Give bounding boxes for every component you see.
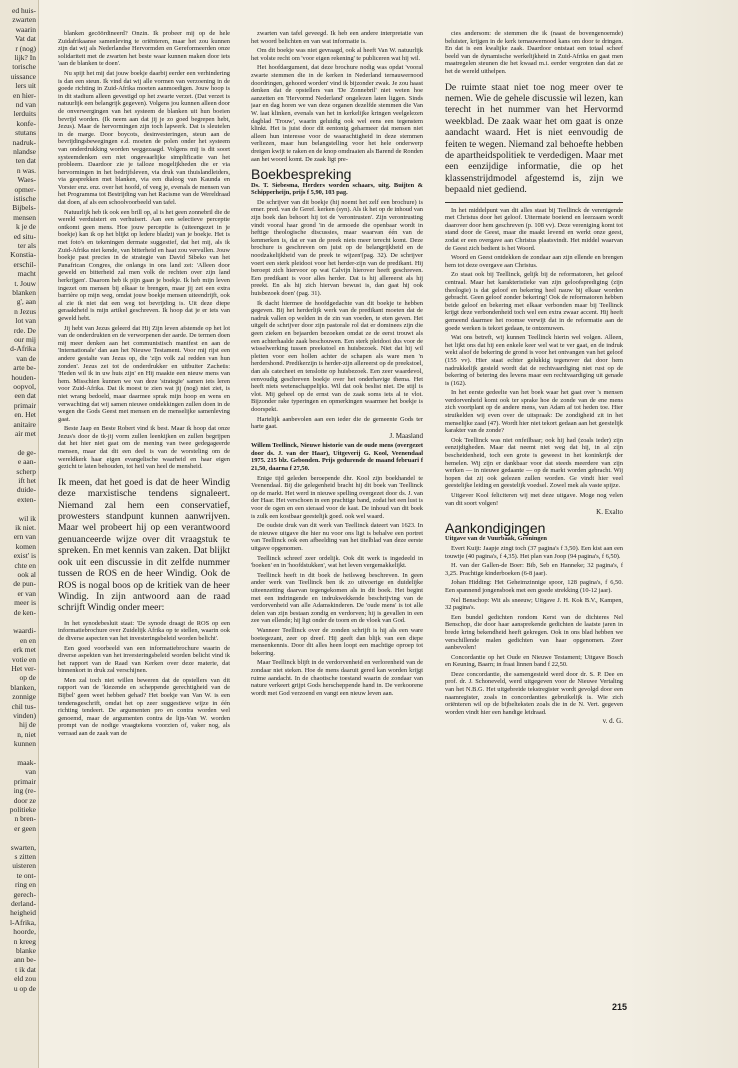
divider: [445, 202, 623, 203]
review-paragraph: Wanneer Teellinck over de zonden schrijft is hij als een ware boetegezant, zeer op dreef. Hij geeft dan blijk van een diepe mensenkennis. Door dit alles heen loopt een machtige oproep tot bekering.: [251, 626, 423, 657]
editorial-statement: De ruimte staat niet toe nog meer over te nemen. Wie de gehele discussie wil lezen, kan terecht in het nummer van het Hervormd weekblad. De zaak waar het om gaat is onze aandacht waard. Het is niet eenvoudig de feiten te wegen. Niemand zal behoefte hebben de apartheidspolitiek te verdedigen. Maar met een eenzijdige informatie, die op het klassenstrijdmodel afgestemd is, zijn we bepaald niet gediend.: [445, 81, 623, 196]
previous-page-fragment: konfe-: [16, 118, 36, 128]
paragraph: blanken gecöördineerd? Onzin. Ik probeer mij op de hele Zuidafrikaanse samenleving te oriënteren, maar het zou kunnen zijn dat wij als Nederlandse Hervormden en Gereformeerden onze solidariteit met de zwarten het beste waar kunnen maken door iets 'aan de blanken te doen'.: [58, 30, 230, 68]
previous-page-fragment: d-Afrika: [10, 344, 36, 354]
previous-page-fragment: blanken,: [10, 682, 36, 692]
previous-page-fragment: de ken-: [13, 607, 36, 617]
review-paragraph: In het eerste gedeelte van het boek waar het gaat over 's mensen verdorvenheid komt ook ter sprake hoe de zonde van de ene mens zich voortplant op de andere mens, van Adam af tot heden toe. Hier struikelden wij even over de uitspraak: De zondigheid zit in het menselijke zaad (47). Wordt hier niet tekort gedaan aan het geestelijk karakter van de zonde?: [445, 389, 623, 435]
paragraph: Nu spijt het mij dat jouw boekje daarbij eerder een verhindering is dan een steun. Ik vind dat wij alle vormen van verzoening in de goede richting in Zuid-Afrika moeten aanmoedigen. Jouw hoop is in dit stadium alleen gevestigd op het zwarte verzet. (Dat verzet is natuurlijk een belangrijk gegeven). Volgens jou kunnen alleen door de onverwergingen van het systeem de blanken uit hun boeien bevrijd worden. (Ik neem aan dat jij je zo goed begrepen hebt, Jezus). Maar de hervormingen zijn toch lapwerk. Dat is sleutelen in de marge. Door boycots, desinvesteringen, steun aan de bevrijdingsbewegingen e.d. moeten de polen onder het systeem van onderdrukking worden weggezaagd. Volgens mij is dit soort systeemdenken een niet ongevaarlijke simplificatie van het probleem. Daardoor zie je talloze mogelijkheden die er via hervormingen in het bedrijfsleven, via druk van thuislandleiders, via gesprekken met blanken, via een dialoog van Kaunda en Vorster enz. enz. over het hoofd, of veeg je, evenals de mensen van het Programma tot Bestrijding van het Racisme van de Wereldraad dat doen, af als een schoolvoorbeeld van tafel.: [58, 69, 230, 207]
previous-page-edge: [0, 0, 39, 1068]
previous-page-fragment: Het ver-: [11, 664, 36, 673]
review-paragraph: Zo staat ook bij Teellinck, gelijk bij de reformatoren, het geloof centraal. Maar het karakteristieke van zijn geloofsprediging (zijn theologie) is dat geloof en bekering heel nauw bij elkaar worden gebracht. Geen geloof zonder bekering! Ook de reformatoren hebben beide geloof en bekering met elkaar verbonden maar bij Teellinck krijgt deze verbondenheid toch wel een extra zwaar accent. Hij heeft gemeend daarmee het roomse verwijt dat in de reformatie aan de goede werken is tekort gedaan, te ontzenuwen.: [445, 271, 623, 332]
previous-page-fragment: Waes-: [17, 175, 36, 185]
previous-page-fragment: maak-: [17, 758, 36, 767]
announcement-item: Nel Benschop: Wit als sneeuw; Uitgave J. H. Kok B.V., Kampen, 32 pagina's.: [445, 596, 623, 612]
previous-page-fragment: n bren-: [14, 814, 36, 824]
previous-page-fragment: r (nog): [15, 43, 36, 53]
previous-page-fragment: swarten,: [10, 842, 36, 852]
announcement-item: Deze concordantie, die samengesteld werd door dr. S. P. Dee en prof. dr. J. Schoneveld, werd uitgegeven voor de Nieuwe Vertaling van het N.B.G. Het uitgebreide tekstregister wordt gevolgd door een naamregister, zoals in concordanties gebruikelijk is. Wie zich oriënteren wil op de bijbelteksten zoals die in de N. Vert. gegeven worden vindt hier een handige leidraad.: [445, 670, 623, 716]
previous-page-fragment: kunnen: [13, 739, 36, 749]
previous-page-fragment: Konstia-: [10, 250, 36, 260]
paragraph: Beste Jaap en Beste Robert vind ik best. Maar ik hoop dat onze Jezus's door de tk-jij vorm zullen leenkijken en zullen begrijpen dat het hier niet gaat om de mening van twee gedegageerde mensen, maar dat dit een deel is van de worsteling om de wereldkerk haar eigen evangelische waarheid en haar eigen gezicht te laten behouden, tot heil van heel de mensheid.: [58, 425, 230, 471]
announcement-signature: v. d. G.: [602, 717, 623, 726]
review-paragraph: Ik dacht hiermee de hoofdgedachte van dit boekje te hebben gegeven. Bij het herderlijk werk van de predikant moeten dat de nadruk vallen op welden in de zin van voeden, te eten geven. Het uitgelt de schrijver door zijn pastorale rol dat er dominees zijn die geen zieken en bejaarden bezoeken omdat ze de eerst trouwt als een achterhaalde zaak beschouwen. Een sterk pleidooi dus voor de wisselwerking tussen preekstoel en huisbezoek. Niet dat hij wil pleiten voor een hollen achter de schapen als ware men 'n herdershond. Predikerzijn is herder-zijn allereerst op de preekstoel, dan als catecheet en tenslotte op huisbezoek. Een zeer waardevol, eenvoudig geschreven boekje over het onderhavige thema. Het heeft niets wetenschappelijks. Wil dat ook beslist niet. De stijl is vlot. Mij geheel op de ernst van de zaak soms iets al te vlot. Bijzonder rake typeringen en opmerkingen waarmee het boekje is doorspekt.: [251, 299, 423, 413]
previous-page-fragment: ring en: [14, 880, 36, 890]
previous-page-fragment: lerduits: [13, 109, 36, 119]
previous-page-fragment: houden-: [11, 372, 36, 382]
review-paragraph: De oudste druk van dit werk van Teellinck dateert van 1623. In de nieuwe uitgave die hier nu voor ons ligt is behalve een portret van Teellinck ook een afbeelding van het titelblad van deze eerste uitgave opgenomen.: [251, 522, 423, 552]
previous-page-fragment: gerech-: [13, 889, 36, 899]
previous-page-fragment: scherp: [16, 466, 36, 476]
paragraph: Jij hebt van Jezus geleerd dat Hij Zijn leven afstemde op het lot van de onderdrukten en de verworpenen der aarde. De termen doen mij meer denken aan het communistisch manifest en aan de 'Internationale' dan aan het Nieuwe Testament. Voor mij rijst een andere gestalte van Jezus op, die 'zijn volk zal redden van hun zonden'. Jezus zei tot de onderdrukker en uitbuiter Zacheüs: 'Heden wil ik in uw huis zijn' en Hij maakte een nieuw mens van hem. Misschien kunnen we van deze 'strategie' samen iets leren voor Zuid-Afrika. Dat ik moest te zien wat jij (nog) niet ziet, is niet wrang bedoeld, maar daarmee sprak mijn hoop en wens en verwachting dat wij samen nieuwe ontdekkingen zullen doen in de wegen die Gods Geest met mensen en de menselijke samenleving gaat.: [58, 324, 230, 423]
page-shadow: [628, 0, 738, 1068]
previous-page-fragment: anitaire: [13, 419, 36, 429]
previous-page-fragment: lers uit: [15, 81, 36, 91]
previous-page-fragment: nd van: [15, 100, 36, 109]
quoted-paragraph: In het synodebesluit staat: 'De synode draagt de ROS op een informatiebrochure over Zuidelijk Afrika op te stellen, waarin ook de diverse aspecten van het investeringsbeleid worden belicht'.: [58, 619, 230, 642]
previous-page-fragment: en. Het: [14, 410, 36, 420]
previous-page-fragment: ift het: [18, 476, 36, 485]
review-2-heading: Willem Teellinck, Nieuwe historie van de oude mens (overgezet door ds. J. van der Haar), Uitgeverij G. Kool, Veenendaal 1975. 215 blz. Gebonden. Prijs gedurende de maand februari f 21,50, daarna f 27,50.: [251, 442, 423, 473]
previous-page-fragment: duide-: [16, 485, 36, 495]
previous-page-fragment: primair: [13, 400, 36, 410]
announcement-item: Een bundel gedichten rondom Kerst van de dichteres Nel Benschop, die door haar aansprekende gedichten de laatste jaren in brede kring bekendheid heeft gekregen. Ook in ons blad hebben we verschillende malen gedichten van haar opgenomen. Zeer aanbevolen!: [445, 613, 623, 652]
review-paragraph: De schrijver van dit boekje (hij noemt het zelf een brochure) is emer. pred. van de Geref. kerken (syn). Als ik het op de inhoud van zijn boek dan behoort hij tot de 'verontrusten'. Zijn verontrusting vindt vooral haar grond 'in de armoede die openbaar wordt in heftige theologische discussies, maar waarvan één van de kenmerken is, dat er van de preek niets meer terecht komt. Deze brochure is geschreven om juist op de belangrijkheid en de noodzakelijkheid van de preek te wijzen'(pag. 32). De schrijver voert een sterk pleidooi voor het herder-zijn van de predikant. Hij beroept zich hiervoor op wat Calvijn hierover heeft geschreven. Een predikant is voor alles herder. Dat is hij allereerst als hij preekt. En als hij zich hiervan bewust is, dan gaat hij ook huisbezoek doen' (pag. 31).: [251, 198, 423, 297]
previous-page-fragment: Bijbels-: [12, 203, 36, 213]
previous-page-fragment: our mij: [14, 335, 36, 344]
previous-page-fragment: op de: [19, 673, 36, 683]
previous-page-fragment: opmer-: [14, 184, 36, 194]
previous-page-fragment: te ont-: [16, 870, 36, 880]
previous-page-fragment: derland-: [11, 899, 36, 908]
previous-page-fragment: lot van: [15, 316, 36, 326]
previous-page-fragment: ik niet.: [15, 523, 36, 532]
review-paragraph: Wat ons betreft, wij kunnen Teellinck hierin wel volgen. Alleen, het lijkt ons dat hij een enkele keer wel wat te ver gaat, en de indruk wekt alsof de bekering de grond is voor het ontvangen van het geloof (155 vv). Hier staat echter gelukkig tegenover dat door hem nadrukkelijk gesteld wordt dat de rechtvaardiging niet rust op de bekering of betering des levens maar een rechtvaardiging uit genade is (162).: [445, 334, 623, 387]
previous-page-fragment: mensen: [13, 212, 36, 222]
previous-page-fragment: n was.: [16, 165, 36, 175]
previous-page-fragment: uisteren: [12, 861, 36, 871]
previous-page-fragment: uissance: [10, 71, 36, 81]
previous-page-fragment: k je de: [16, 222, 36, 232]
paragraph: zwarten van tafel geveegd. Ik heb een andere interpretatie van het woord belichten en van wat informatie is.: [251, 30, 423, 45]
previous-page-fragment: n, niet: [17, 729, 36, 739]
previous-page-fragment: nadruk-: [12, 137, 36, 147]
previous-page-fragment: istische: [13, 194, 36, 203]
previous-page-fragment: eld zou: [14, 974, 36, 984]
review-paragraph: Maar Teellinck blijft in de verdorvenheid en verlorenheid van de zondaar niet steken. Hoe de mens daaruit gered kan worden krijgt ruime aandacht. In de chaotische toestand waarin de zondaar van nature verkeert grijpt Gods herscheppende hand in. De verkoorene wordt met God verzoend en vangt een nieuw leven aan.: [251, 659, 423, 697]
highlighted-quote: Ik meen, dat het goed is dat de heer Windig deze marxistische tendens signaleert. Niemand zal hem een conservatief, prowesters standpunt kunnen aanwrijven. Maar wel probeert hij op een verantwoord genuanceerde wijze over dit vraagstuk te spreken. En met kennis van zaken. Dat blijkt ook uit een discussie in dit zelfde nummer tussen de ROS en de heer Windig. Ook de ROS is nogal boos op de kritiek van de heer Windig. In zijn antwoord aan de raad schrijft Windig onder meer:: [58, 476, 230, 614]
previous-page-fragment: n kreeg: [13, 936, 36, 946]
previous-page-fragment: rde. De: [13, 325, 36, 335]
paragraph: cies andersom: de stemmen die ik (naast de bovengenoemde) beluister, krijgen in de kerk ternauwernood kans om door te dringen. En dat is een kwalijke zaak. Daardoor ontstaat een totaal scheef beeld van de dynamische werkelijkheid in Zuid-Afrika en gaat men maatregelen steunen die het kwaad m.i. eerder vergroten dan dat ze het de wereld uithelpen.: [445, 30, 623, 75]
previous-page-fragment: u op de: [13, 983, 36, 993]
review-1-signature: J. Maasland: [389, 431, 423, 440]
previous-page-fragment: er geen: [14, 823, 36, 833]
previous-page-fragment: exist' is: [13, 551, 36, 561]
previous-page-fragment: de ge-: [17, 447, 36, 457]
previous-page-fragment: ter als: [17, 241, 36, 250]
section-title-boekbespreking: Boekbespreking: [251, 166, 352, 183]
previous-page-fragment: primair: [13, 776, 36, 786]
announcement-item: H. van der Gallen-de Boer: Bib, Seb en Hanneke; 32 pagina's, f 3,25. Prachtige kinderboeken (6-8 jaar).: [445, 562, 623, 577]
previous-page-fragment: chte en: [14, 560, 36, 570]
previous-page-fragment: erk met: [13, 645, 36, 655]
review-paragraph: In het middelpunt van dit alles staat bij Teellinck de verenigende met Christus door het geloof. Uitermate boeiend en leerzaam wordt daarover door hem geschreven (p. 108 vv). Deze vereniging komt tot stand door de Geest, maar die maakt levend en werkt onze geest, zodat er een overgave aan Christus plaatsvindt. Het middel waarvan de Geest zich bedient is het Woord.: [445, 206, 623, 252]
previous-page-fragment: ed situ-: [13, 231, 36, 241]
previous-page-fragment: chil tus-: [11, 701, 36, 711]
previous-page-fragment: erschil-: [13, 259, 36, 269]
previous-page-fragment: hij de: [19, 720, 36, 730]
column-2: [251, 30, 423, 990]
previous-page-fragment: een dat: [14, 391, 36, 401]
review-2-signature: K. Exalto: [596, 508, 623, 517]
previous-page-fragment: ten dat: [15, 156, 36, 166]
previous-page-fragment: er van: [17, 588, 36, 598]
previous-page-fragment: de pun-: [13, 579, 36, 589]
announcement-item: Evert Kuijt: Jaapje zingt toch (37 pagina's f 3,50). Een kist aan een touwtje (40 pagina's, f 4,35). Het plan van Joop (94 pagina's, f 6,50).: [445, 544, 623, 560]
previous-page-fragment: hoorde,: [13, 927, 36, 937]
previous-page-fragment: arte be-: [13, 363, 36, 373]
paragraph: Het hoofdargument, dat deze brochure nodig was opdat 'vooral zwarte stemmen die in de kerken in Nederland ternauwernood doordringen, gehoord worden' vind ik bijzonder zwak. Je zou haast denken dat de opstellers van 'De Zonnebril' niet weten hoe aanzetten en 'Hervormd Nederland' ongelezen laten liggen. Sinds jaar en dag horen we van deze organen dezelfde stemmen die Van W. laat klinken, evenals van het in kerkelijke kringen veelgelezen dagblad 'Trouw', waarin geluidig ook wel eens een tegenstem klinkt. Het is juist door dit eentonig geharmeer dat mensen niet alleen hun interesse voor de waarachtigheid in deze stemmen verliezen, maar hun belangstelling voor het hele onderwerp dreigen kwijt te raken en de knop omdraaien als Barend de Ronden aan het woord komt. De zaak ligt pre-: [251, 64, 423, 163]
previous-page-fragment: g', aan: [16, 297, 36, 307]
announcement-item: Johan Hidding: Het Geheimzinnige spoor, 128 pagina's, f 6,50. Een spannend jongensboek met een goede strekking (10-12 jaar).: [445, 579, 623, 594]
previous-page-fragment: Vat dat: [14, 34, 36, 44]
previous-page-fragment: ed huis-: [12, 6, 36, 15]
column-1: [58, 30, 230, 990]
announcement-publisher: Uitgave van de Vuurbaak, Groningen: [445, 535, 547, 543]
paragraph: Om dit boekje was niet gevraagd, ook al heeft Van W. natuurlijk het volste recht om 'voor eigen rekening' te publiceren wat hij wil.: [251, 47, 423, 62]
previous-page-fragment: oopvol,: [13, 382, 36, 391]
previous-page-fragment: air met: [14, 429, 36, 438]
previous-page-fragment: exten-: [17, 494, 36, 504]
column-3: [445, 30, 623, 990]
previous-page-fragment: s zitten: [14, 852, 36, 861]
previous-page-fragment: votie en: [12, 654, 36, 664]
previous-page-fragment: komen: [15, 541, 36, 551]
previous-page-fragment: politieke: [9, 805, 36, 814]
previous-page-fragment: torische: [12, 62, 36, 72]
review-paragraph: Uitgever Kool feliciteren wij met deze uitgave. Moge nog velen van dit soort volgen!: [445, 492, 623, 507]
previous-page-fragment: nlandse: [13, 147, 36, 156]
previous-page-fragment: ook al: [17, 570, 36, 579]
previous-page-fragment: zwarten: [12, 15, 36, 25]
announcement-item: Concordantie op het Oude en Nieuwe Testament; Uitgave Bosch en Keuning, Baarn; in fraai linnen band f 22,50.: [445, 653, 623, 669]
previous-page-fragment: blanke: [16, 946, 36, 955]
previous-page-fragment: zonnige: [12, 692, 36, 702]
previous-page-fragment: ann be-: [13, 955, 36, 965]
review-paragraph: Woord en Geest ontdekken de zondaar aan zijn ellende en brengen hem tot deze overgave aan Christus.: [445, 254, 623, 269]
previous-page-fragment: ing (re-: [13, 786, 36, 796]
previous-page-fragment: waarin: [15, 24, 36, 34]
previous-page-fragment: stutans: [15, 128, 36, 138]
previous-page-fragment: ern van: [13, 532, 36, 542]
previous-page-fragment: wil ik: [18, 513, 36, 523]
previous-page-fragment: van: [25, 767, 36, 777]
previous-page-fragment: meer is: [14, 598, 36, 608]
previous-page-fragment: n Jezus: [14, 306, 36, 316]
quoted-paragraph: Men zal toch niet willen beweren dat de opstellers van dit rapport van de 'kiezende en scheppende gerechtigheid van de Bijbel' geen weet hebben gehad? Het boekje van Van W. is een tendensgeschrift, omdat het op zeer suggestieve wijze in één richting tendeert. De argumenten pro en contra worden wel genoemd, maar de argumenten contra de lijn-Van W. worden prompt van de nodige vraagtekens voorzien of, vaker nog, als verraad aan de zaak van de: [58, 676, 230, 738]
previous-page-fragment: van de: [16, 353, 36, 363]
previous-page-fragment: e aan-: [17, 457, 36, 467]
previous-page-fragment: heigheid: [10, 908, 36, 918]
previous-page-fragment: t ik dat: [15, 964, 36, 974]
previous-page-fragment: t. Jouw: [14, 278, 36, 288]
previous-page-fragment: waardi-: [13, 626, 36, 636]
previous-page-fragment: macht: [17, 269, 36, 279]
previous-page-fragment: l-Afrika,: [9, 917, 36, 927]
previous-page-fragment: blanken: [12, 288, 36, 297]
previous-page-fragment: en en: [19, 635, 36, 645]
quoted-paragraph: Een goed voorbeeld van een informatiebrochure waarin de diverse aspekten van het investeringsbeleid worden belicht vind ik het rapport van de Raad van Kerken over deze materie, dat binnenkort in druk zal verschijnen.: [58, 644, 230, 675]
review-1-heading: Ds. T. Siebesma, Herders worden schaars, uitg. Buijten & Schipperheijn, prijs f 5,90, 103 pag.: [251, 181, 423, 197]
review-paragraph: Ook Teellinck was niet onfeilbaar; ook hij had (zoals ieder) zijn eenzijdigheden. Maar dat neemt niet weg dat hij, in al zijn bescheidenheid, toch een grote is geweest in het koninkrijk der hemelen. Wij zijn er dankbaar voor dat steeds meerdere van zijn werken — in nieuwe gedaante — op de markt worden gebracht. Wij hopen dat zij ook gelezen zullen worden. Ge vindt hier veel geestelijke leiding en geestelijk voedsel. Zowel mek als vaste spijze.: [445, 436, 623, 490]
previous-page-fragment: en hier-: [13, 90, 36, 100]
review-paragraph: Hartelijk aanbevolen aan een ieder die de gemeente Gods ter harte gaat.: [251, 415, 423, 431]
section-title-aankondigingen: Aankondigingen: [445, 519, 546, 536]
previous-page-fragment: vinden): [13, 711, 36, 720]
previous-page-fragment: lijk? In: [14, 53, 36, 62]
review-paragraph: Teellinck schreef zeer ordelijk. Ook dit werk is ingedeeld in 'boeken' en in 'hoofdstukken', wat het leven vergemakkelijkt.: [251, 554, 423, 570]
review-paragraph: Teellinck heeft in dit boek de heilsweg beschreven. In geen ander werk van Teellinck ben ik zo uitvoerige en duidelijke uiteenzetting daarvan tegengekomen als in dit boek. Het begint met een indringende en indrukwekkende beschrijving van de verdorvenheid van alle Adamskinderen. De 'oude mens' is tot alle delen van zijn bestaan zondig en verdorven; hij is gevallen in een zee van ellende; hij ligt onder de toorn en de vloek van God.: [251, 571, 423, 625]
page-number: 215: [612, 1002, 628, 1012]
paragraph: Natuurlijk heb ik ook een brill op, al is het geen zonnebril die de wereld verduistert en verhuisert. Aan een selectieve perceptie ontkomt geen mens. Hoe jouw perceptie is (uiteengezet in je boekje) kan ik op het blijkt op ledere bladzij van je boekje. Het is met foto's en tekeningen dermate suggestief, dat het mij, als ik Zuid-Afrika niet kende, van bitterheid en haat zou vervullen. Jouw boekje past precies in de strategie van David Sibeko van het Panafrican Congres, die onlangs in ons land zei: 'Alleen door geweld en bitterheid zal men volk de rechten over zijn land herkrijgen'. Daarom heb ik pijn gaan je boekje. Ik heb mijn leven ingezet om mensen bij elkaar te brengen, maar jij zet een extra barrière op mijn weg, omdat jouw boekje mensen uiteendrijft, ook al zie ik niet dat een weg tot bevrijding is. Uit deze diepe geraaktheid is mijn artikel geschreven. Ik hoop dat je er iets van geweld hebt.: [58, 208, 230, 322]
review-paragraph: Enige tijd geleden beroepende dhr. Kool zijn boekhandel te Veenendaal. Bij die gelegenheid bracht hij dit boek van Teellinck op de markt. Het werd in nieuwe spelling overgezet door ds. J. van der Haar. Het verschoen in een prachtige band, zodat het een lust is voor de ogen en een sieraad voor de kast. De inhoud van dit boek is zulk een kostbaar geestelijk goed. ook wel waard.: [251, 474, 423, 520]
previous-page-fragment: door ze: [13, 795, 36, 805]
